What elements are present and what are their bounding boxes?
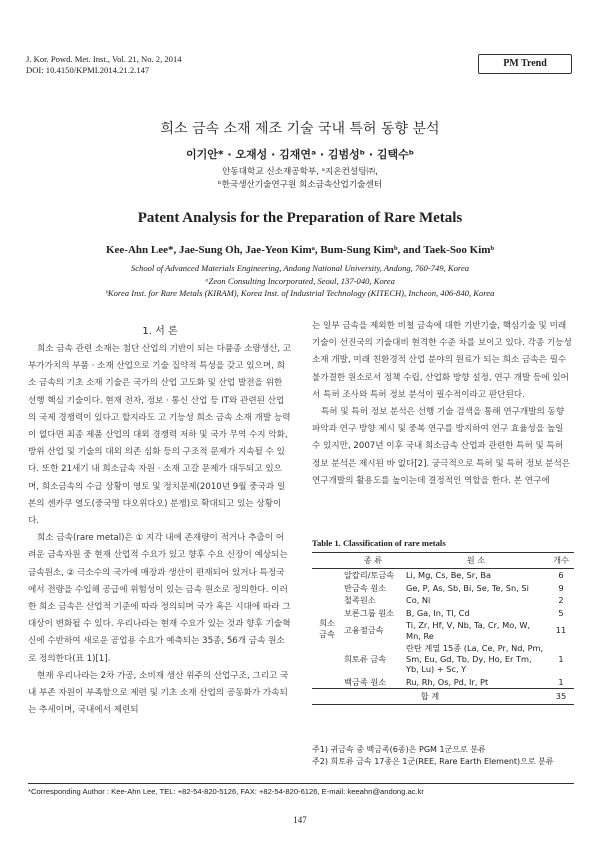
table-cell-type: 희토류 금속 xyxy=(344,653,387,664)
body-paragraph: 는 일부 금속을 제외한 비철 금속에 대한 기반기술, 핵심기술 및 미래 기술이 선진국의 기술대비 현격한 수준 차를 보이고 있다. 각종 기능성 소재 개발, 미래 친환경적 산업 분야의 원료가 되는 희소 금속은 필수 불가결한 원소로서 정책 수립, 산업화 방향 설정, 연구 개발 등에 있어서 특허 조사와 특허 정보 분석이 필수적이라고 판단된다. xyxy=(312,321,572,400)
table-total-label: 합 계 xyxy=(312,689,548,705)
table-cell-elements: Li, Mg, Cs, Be, Sr, Ba xyxy=(406,570,491,580)
body-paragraph: 희소 금속(rare metal)은 ① 지각 내에 존재량이 적거나 추출이 어려운 금속자원 중 현재 산업적 수요가 있고 향후 수요 신장이 예상되는 금속원소, ② 극소수의 국가에 매장과 생산이 편재되어 있거나 특정국에서 전량을 수입해 공급에 위험성이 있는 금속 원소로 정의한다. 이러한 희소 금속은 산업적 기준에 따라 정의되며 국가 혹은 시대에 따라 그 대상이 변화될 수 있다. 우리나라는 현재 수요가 있는 것과 향후 기술혁신에 수반하여 새로운 공업용 수요가 예측되는 35종, 56개 금속 원소로 정의한다(표 1)[1]. xyxy=(28,533,291,664)
affiliation-ko-2: ᵇ한국생산기술연구원 희소금속산업기술센터 xyxy=(217,180,383,190)
corresponding-author-footnote: *Corresponding Author : Kee-Ahn Lee, TEL: +82-54-820-5126, FAX: +82-54-820-6126, E-mail: keeahn@andong.ac.kr xyxy=(28,787,424,796)
table-row xyxy=(312,569,574,582)
table-row xyxy=(312,594,574,607)
table-cell-count: 2 xyxy=(558,595,564,605)
table-cell-elements: Ru, Rh, Os, Pd, Ir, Pt xyxy=(406,676,489,687)
section-heading-intro: 1. 서 론 xyxy=(142,326,178,337)
body-column-right xyxy=(312,318,574,490)
table-row xyxy=(312,582,574,595)
journal-citation xyxy=(26,54,182,76)
table-caption: Table 1. Classification of rare metals xyxy=(312,538,446,548)
table-cell-elements: Co, Ni xyxy=(406,595,431,605)
table-notes xyxy=(312,744,574,768)
table-cell-count: 1 xyxy=(558,653,564,664)
footnote-divider xyxy=(28,783,574,784)
table-cell-type: 보론그룹 원소 xyxy=(344,607,395,618)
page-title-english: Patent Analysis for the Preparation of Rare Metals xyxy=(137,210,463,226)
table-row xyxy=(312,619,574,642)
page-number: 147 xyxy=(293,815,307,825)
table-row xyxy=(312,642,574,676)
body-column-left xyxy=(28,341,292,719)
table-note: 주1) 귀금속 중 백금족(6종)은 PGM 1군으로 분류 xyxy=(312,745,486,754)
journal-doi: DOI: 10.4150/KPMI.2014.21.2.147 xyxy=(26,65,150,75)
table-cell-count: 11 xyxy=(555,625,567,636)
table-cell-type: 고융점금속 xyxy=(344,625,384,636)
table-cell-count: 5 xyxy=(558,607,564,618)
affiliation-en-2: ᵃZeon Consulting Incorporated, Seoul, 137-040, Korea xyxy=(205,275,395,286)
authors-korean: 이기안* · 오재성 · 김재연ᵃ · 김범성ᵇ · 김택수ᵇ xyxy=(185,148,415,161)
table-total-row xyxy=(312,689,574,705)
table-row xyxy=(312,676,574,689)
table-cell-elements: Ti, Zr, Hf, V, Nb, Ta, Cr, Mo, W, Mn, Re xyxy=(406,620,531,641)
affiliations-english xyxy=(0,262,600,300)
body-paragraph: 희소 금속 관련 소재는 첨단 산업의 기반이 되는 다품종 소량생산, 고부가가치의 부품 · 소재 산업으로 기술 집약적 특성을 갖고 있으며, 희소 금속의 기초 소재 기술은 국가의 산업 고도화 및 산업 발전을 위한 선행 핵심 기술이다. 현재 전자, 정보 · 통신 산업 등 IT와 관련된 산업의 국제 경쟁력이 있다고 할지라도 고 기능성 희소 금속 소재 개발 능력이 없다면 최종 제품 산업의 대외 경쟁력 저하 및 국가 무역 수지 악화, 방위 산업 및 기술의 대외 의존 심화 등의 구조적 문제가 지속될 수 있다. 또한 21세기 내 희소금속 자원 · 소재 고갈 문제가 대두되고 있으며, 희소금속의 수급 상황이 영토 및 정치문제(2010년 9월 중국과 일본의 센카쿠 열도(중국명 댜오위다오) 분쟁)로 확대되고 있는 상황이다. xyxy=(28,344,292,527)
table-cell-count: 9 xyxy=(558,582,564,593)
authors-english: Kee-Ahn Lee*, Jae-Sung Oh, Jae-Yeon Kimᵃ, Bum-Sung Kimᵇ, and Taek-Soo Kimᵇ xyxy=(105,244,495,256)
page-title-korean: 희소 금속 소재 제조 기술 국내 특허 동향 분석 xyxy=(160,121,440,137)
section-badge: PM Trend xyxy=(478,54,572,74)
journal-volume: J. Kor. Powd. Met. Inst., Vol. 21, No. 2, 2014 xyxy=(26,54,182,64)
table-cell-type: 알칼리/토금속 xyxy=(344,570,395,580)
table-row xyxy=(312,607,574,620)
table-group-label: 희소 금속 xyxy=(319,618,335,639)
table-cell-elements: Ge, P, As, Sb, Bi, Se, Te, Sn, Si xyxy=(406,582,529,593)
table-note: 주2) 희토류 금속 17종은 1군(REE, Rare Earth Element)으로 분류 xyxy=(312,757,554,766)
table-cell-elements: 란탄 계열 15종 (La, Ce, Pr, Nd, Pm, Sm, Eu, Gd, Tb, Dy, Ho, Er Tm, Yb, Lu) + Sc, Y xyxy=(406,643,544,674)
rare-metals-table xyxy=(312,552,574,705)
affiliation-en-1: School of Advanced Materials Engineering, Andong National University, Andong, 760-749, Korea xyxy=(130,263,470,273)
table-cell-count: 1 xyxy=(558,676,564,687)
affiliation-ko-1: 안동대학교 신소재공학부, ᵃ지온컨설팅㈜, xyxy=(222,167,378,177)
table-cell-count: 6 xyxy=(558,570,564,580)
table-header-count: 개수 xyxy=(548,553,574,569)
table-cell-type: 백금족 원소 xyxy=(344,676,387,687)
table-cell-type: 반금속 원소 xyxy=(344,582,387,593)
table-header-type: 종 류 xyxy=(342,553,404,569)
affiliations-korean xyxy=(0,166,600,192)
table-header-elements: 원 소 xyxy=(404,553,548,569)
affiliation-en-3: ᵇKorea Inst. for Rare Metals (KIRAM), Korea Inst. of Industrial Technology (KITECH), Incheon, 406-840, Korea xyxy=(105,288,495,298)
table-total-value: 35 xyxy=(548,689,574,705)
body-paragraph: 현재 우리나라는 2차 가공, 소비재 생산 위주의 산업구조, 그리고 국내 부존 자원이 부족함으로 제련 및 기초 소재 산업의 공동화가 가속되는 추세이며, 국내에서 제련되 xyxy=(28,670,289,716)
table-cell-elements: B, Ga, In, Tl, Cd xyxy=(406,607,470,618)
table-header-row xyxy=(312,553,574,569)
table-cell-type: 철족원소 xyxy=(344,595,376,605)
body-paragraph: 특허 및 특허 정보 분석은 선행 기술 검색을 통해 연구개발의 동향 파악과 연구 방향 제시 및 중복 연구를 방지하여 연구 효율성을 높일 수 있지만, 2007년 이후 국내 희소금속 산업과 관련한 특허 및 특허 정보 분석은 제시된 바 없다[2]. 궁극적으로 특허 및 특허 정보 분석은 연구개발의 활용도를 높이는데 결정적인 역할을 한다. 본 연구에 xyxy=(312,407,571,486)
